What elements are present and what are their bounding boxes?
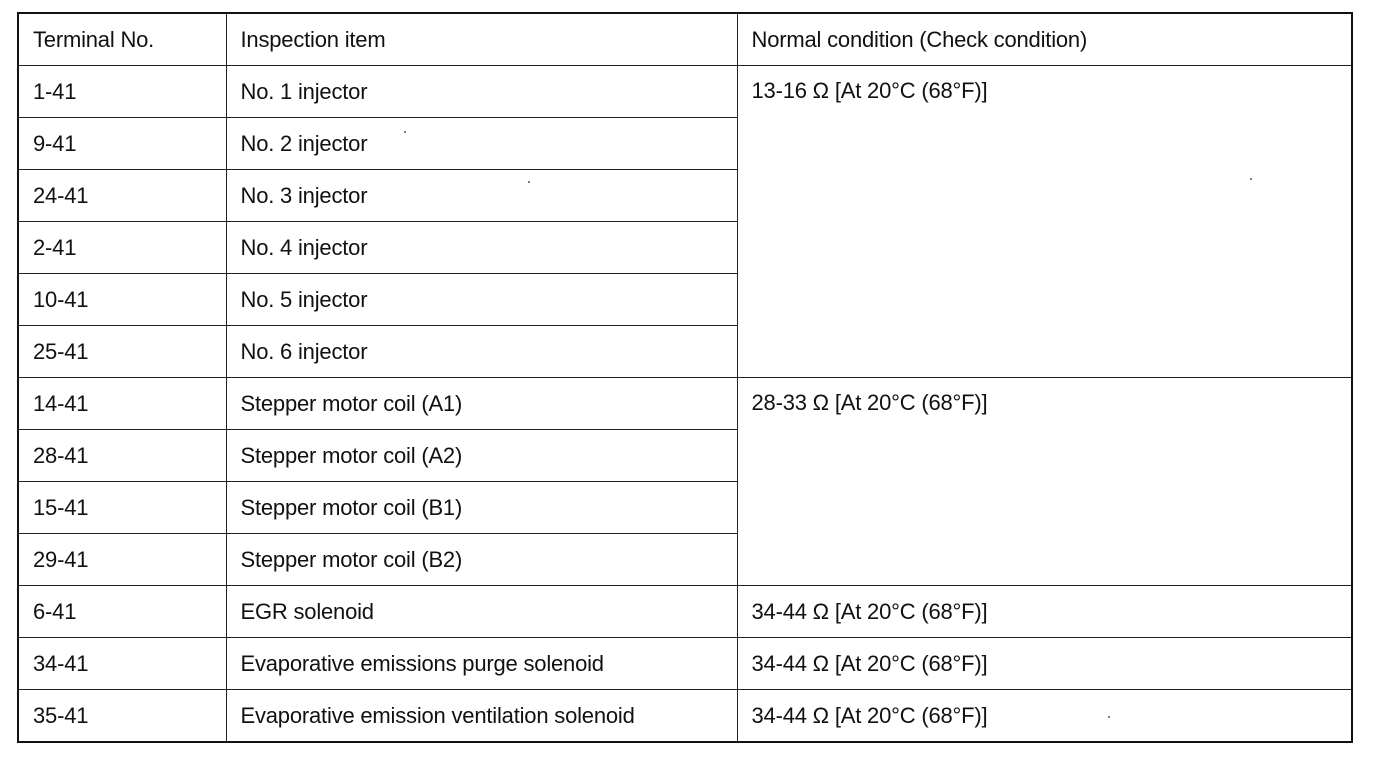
inspection-item-cell: EGR solenoid <box>226 586 737 638</box>
table-row <box>18 66 1352 118</box>
header-row <box>18 13 1352 66</box>
terminal-cell: 34-41 <box>18 638 226 690</box>
header-terminal-no: Terminal No. <box>18 13 226 66</box>
table-row <box>18 690 1352 743</box>
table-row <box>18 378 1352 430</box>
terminal-cell: 29-41 <box>18 534 226 586</box>
header-normal-condition: Normal condition (Check condition) <box>737 13 1352 66</box>
condition-cell-stepper-motor: 28-33 Ω [At 20°C (68°F)] <box>737 378 1352 586</box>
inspection-item-cell: Evaporative emission ventilation solenoid <box>226 690 737 743</box>
scan-speck <box>528 181 530 183</box>
terminal-cell: 1-41 <box>18 66 226 118</box>
scan-speck <box>404 131 406 133</box>
terminal-cell: 10-41 <box>18 274 226 326</box>
inspection-item-cell: No. 4 injector <box>226 222 737 274</box>
condition-cell: 34-44 Ω [At 20°C (68°F)] <box>737 690 1352 743</box>
table-header <box>18 13 1352 66</box>
inspection-item-cell: No. 2 injector <box>226 118 737 170</box>
table-row <box>18 638 1352 690</box>
inspection-item-cell: No. 1 injector <box>226 66 737 118</box>
inspection-item-cell: No. 5 injector <box>226 274 737 326</box>
terminal-cell: 15-41 <box>18 482 226 534</box>
condition-cell: 34-44 Ω [At 20°C (68°F)] <box>737 638 1352 690</box>
inspection-item-cell: Stepper motor coil (B1) <box>226 482 737 534</box>
terminal-cell: 28-41 <box>18 430 226 482</box>
scan-speck <box>1108 716 1110 718</box>
table-body <box>18 66 1352 743</box>
terminal-cell: 9-41 <box>18 118 226 170</box>
scan-speck <box>1250 178 1252 180</box>
inspection-item-cell: Stepper motor coil (A2) <box>226 430 737 482</box>
inspection-item-cell: No. 6 injector <box>226 326 737 378</box>
header-inspection-item: Inspection item <box>226 13 737 66</box>
inspection-item-cell: No. 3 injector <box>226 170 737 222</box>
terminal-cell: 2-41 <box>18 222 226 274</box>
inspection-table <box>17 12 1353 743</box>
condition-cell: 34-44 Ω [At 20°C (68°F)] <box>737 586 1352 638</box>
terminal-cell: 6-41 <box>18 586 226 638</box>
terminal-cell: 35-41 <box>18 690 226 743</box>
terminal-cell: 24-41 <box>18 170 226 222</box>
condition-cell-injectors: 13-16 Ω [At 20°C (68°F)] <box>737 66 1352 378</box>
inspection-item-cell: Stepper motor coil (B2) <box>226 534 737 586</box>
terminal-cell: 25-41 <box>18 326 226 378</box>
inspection-item-cell: Evaporative emissions purge solenoid <box>226 638 737 690</box>
table-row <box>18 586 1352 638</box>
inspection-item-cell: Stepper motor coil (A1) <box>226 378 737 430</box>
terminal-cell: 14-41 <box>18 378 226 430</box>
